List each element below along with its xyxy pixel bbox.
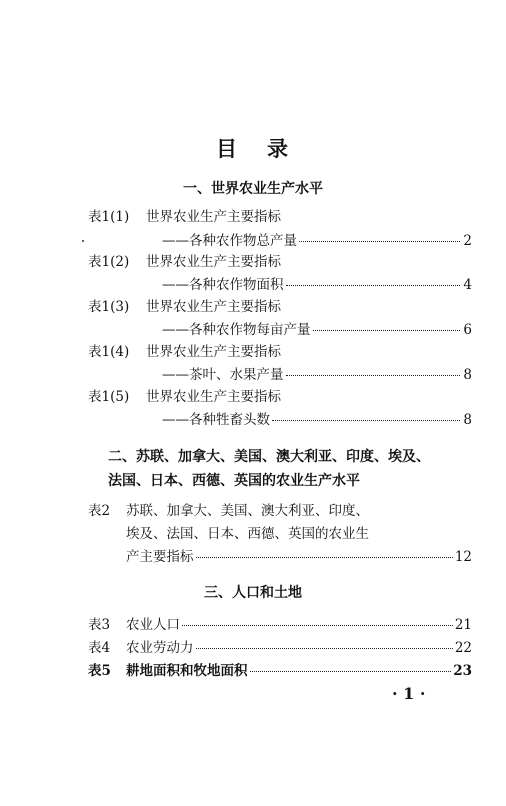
dot-leader (286, 285, 461, 286)
entry-page: 22 (454, 640, 472, 656)
toc-entry-title (88, 205, 281, 225)
toc-entry-title (88, 499, 369, 519)
entry-sublabel: ——各种农作物总产量 (162, 233, 297, 249)
toc-entry-subtitle (162, 363, 472, 383)
entry-code: 表5 (88, 663, 111, 679)
entry-label: 农业劳动力 (126, 640, 194, 656)
entry-page: 4 (463, 277, 472, 293)
entry-code: 表2 (88, 503, 111, 519)
entry-sublabel: ——各种农作物面积 (162, 277, 284, 293)
entry-code: 表1(4) (88, 344, 130, 360)
toc-entry-subtitle (162, 408, 472, 428)
entry-label: 农业人口 (126, 617, 180, 633)
toc-entry-subtitle (162, 318, 472, 338)
entry-label: 世界农业生产主要指标 (146, 209, 281, 225)
dot-leader (313, 330, 461, 331)
dot-leader (196, 557, 453, 558)
toc-entry-subtitle (126, 545, 472, 565)
title-char-left: 目 (216, 137, 239, 161)
entry-page: 23 (453, 663, 472, 679)
entry-code: 表3 (88, 617, 111, 633)
entry-label: 苏联、加拿大、美国、澳大利亚、印度、 (126, 503, 369, 519)
section-heading-2-line1: 二、苏联、加拿大、美国、澳大利亚、印度、埃及、 (108, 449, 430, 465)
toc-entry-title (88, 340, 281, 360)
toc-entry[interactable] (88, 636, 472, 656)
page-number: · 1 · (392, 684, 426, 703)
entry-label: 世界农业生产主要指标 (146, 254, 281, 270)
title-char-right: 录 (267, 137, 290, 161)
entry-label: 世界农业生产主要指标 (146, 344, 281, 360)
section-heading-1: 一、世界农业生产水平 (183, 181, 323, 197)
entry-label: 世界农业生产主要指标 (146, 389, 281, 405)
dot-leader (272, 420, 460, 421)
entry-sublabel: ——茶叶、水果产量 (162, 367, 284, 383)
entry-code: 表1(2) (88, 254, 130, 270)
toc-entry-title (88, 385, 281, 405)
entry-page: 8 (463, 367, 472, 383)
toc-entry-title (88, 250, 281, 270)
toc-entry[interactable] (88, 613, 472, 633)
dot-leader (250, 671, 452, 672)
entry-label: 世界农业生产主要指标 (146, 299, 281, 315)
toc-entry-subtitle (162, 273, 472, 293)
entry-page: 12 (454, 549, 472, 565)
entry-code: 表4 (88, 640, 111, 656)
entry-sublabel: 产主要指标 (126, 549, 194, 565)
dot-leader (299, 241, 460, 242)
entry-code: 表1(1) (88, 209, 130, 225)
entry-page: 6 (463, 322, 472, 338)
page-title (0, 133, 506, 163)
section-heading-3: 三、人口和土地 (204, 585, 302, 601)
entry-page: 21 (454, 617, 472, 633)
entry-code: 表1(5) (88, 389, 130, 405)
scan-speck (82, 240, 84, 242)
entry-sublabel: ——各种牲畜头数 (162, 412, 270, 428)
entry-page: 8 (463, 412, 472, 428)
toc-entry-continued (126, 522, 369, 542)
dot-leader (182, 625, 453, 626)
dot-leader (196, 648, 453, 649)
dot-leader (286, 375, 461, 376)
entry-label: 耕地面积和牧地面积 (126, 663, 248, 679)
entry-code: 表1(3) (88, 299, 130, 315)
entry-page: 2 (463, 233, 472, 249)
toc-entry-title (88, 295, 281, 315)
section-heading-2-line2: 法国、日本、西德、英国的农业生产水平 (108, 473, 360, 489)
entry-sublabel: ——各种农作物每亩产量 (162, 322, 311, 338)
toc-entry[interactable] (88, 659, 472, 679)
toc-entry-subtitle (162, 229, 472, 249)
entry-label-continued: 埃及、法国、日本、西德、英国的农业生 (126, 526, 369, 542)
